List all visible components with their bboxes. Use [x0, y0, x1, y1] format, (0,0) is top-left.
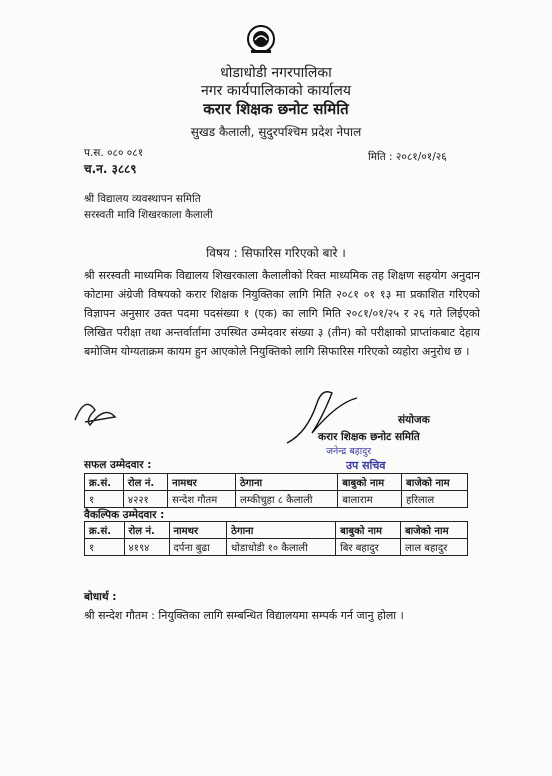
column-header: ठेगाना	[227, 522, 336, 539]
column-header: बाजेको नाम	[402, 474, 468, 491]
column-header: नामथर	[168, 474, 236, 491]
table-cell: ४२२१	[123, 491, 167, 508]
column-header: क्र.सं.	[85, 474, 124, 491]
selected-candidate-label: सफल उम्मेदवार :	[84, 459, 152, 471]
alternate-candidate-table	[84, 521, 468, 556]
column-header: बाबुको नाम	[338, 474, 402, 491]
stamp-name: जनेन्द्र बहादुर	[326, 446, 372, 457]
table-cell: सन्देश गौतम	[168, 491, 236, 508]
recipient-line-2: सरस्वती मावि शिखरकाला कैलाली	[84, 209, 213, 221]
column-header: बाबुको नाम	[336, 522, 401, 539]
letter-body: श्री सरस्वती माध्यमिक विद्यालय शिखरकाला कैलालीको रिक्त माध्यमिक तह शिक्षण सहयोग अनुदान कोटामा अंग्रेजी विषयको करार शिक्षक नियुक्तिका लागि मिति २०८१ ०१ १३ मा प्रकाशित गरिएको विज्ञापन अनुसार उक्त पदमा पदसंख्या १ (एक) का लागि मिति २०८१/०१/२५ र २६ गते लिईएको लिखित परीक्षा तथा अन्तर्वार्तामा उपस्थित उम्मेदवार संख्या ३ (तीन) को परीक्षाको प्राप्तांकबाट देहाय बमोजिम योग्यताक्रम कायम हुन आएकोले नियुक्तिको लागि सिफारिस गरिएको व्यहोरा अनुरोध छ ।	[84, 269, 480, 358]
table-cell: लाल बहादुर	[400, 539, 467, 556]
table-cell: १	[85, 539, 125, 556]
table-cell: १	[85, 491, 124, 508]
signatory-committee: करार शिक्षक छनोट समिति	[318, 431, 420, 443]
stamp-role: उप सचिव	[346, 459, 386, 472]
chalani-number: च.न. ३८८९	[84, 162, 137, 176]
letter-subject: विषय : सिफारिस गरिएको बारे ।	[206, 246, 346, 260]
bodhartha-label: बोधार्थ :	[84, 591, 117, 603]
table-cell: बालाराम	[338, 491, 402, 508]
column-header: बाजेको नाम	[400, 522, 467, 539]
table-cell: धोडाधोडी १० कैलाली	[227, 539, 336, 556]
table-cell: बिर बहादुर	[336, 539, 401, 556]
patra-sankhya: प.स. ०८० ०८१	[84, 147, 144, 159]
left-signature-icon	[70, 390, 130, 430]
table-row	[85, 539, 468, 556]
alternate-candidate-label: वैकल्पिक उम्मेदवार :	[84, 509, 165, 521]
table-header-row	[85, 522, 468, 539]
column-header: रोल नं.	[124, 522, 169, 539]
column-header: क्र.सं.	[85, 522, 125, 539]
selected-candidate-table	[84, 473, 468, 508]
bodhartha-text: श्री सन्देश गौतम : नियुक्तिका लागि सम्बन्धित विद्यालयमा सम्पर्क गर्न जानु होला ।	[84, 609, 404, 622]
table-cell: ४१९४	[124, 539, 169, 556]
office-name: नगर कार्यपालिकाको कार्यालय	[201, 83, 351, 99]
table-cell: लम्कीचुहा ८ कैलाली	[235, 491, 337, 508]
column-header: रोल नं.	[123, 474, 167, 491]
table-cell: हरिलाल	[402, 491, 468, 508]
table-header-row	[85, 474, 468, 491]
column-header: नामथर	[169, 522, 227, 539]
office-address: सुखड कैलाली, सुदुरपश्चिम प्रदेश नेपाल	[190, 125, 362, 139]
table-row	[85, 491, 468, 508]
table-cell: दर्पना बुढा	[169, 539, 227, 556]
signatory-role: संयोजक	[398, 414, 430, 426]
letter-date: मिति : २०८१/०१/२६	[368, 151, 447, 163]
municipality-name: धोडाधोडी नगरपालिका	[220, 65, 332, 81]
column-header: ठेगाना	[235, 474, 337, 491]
committee-name: करार शिक्षक छनोट समिति	[203, 100, 349, 118]
municipality-emblem-icon	[246, 24, 276, 54]
recipient-line-1: श्री विद्यालय व्यवस्थापन समिति	[84, 193, 201, 205]
